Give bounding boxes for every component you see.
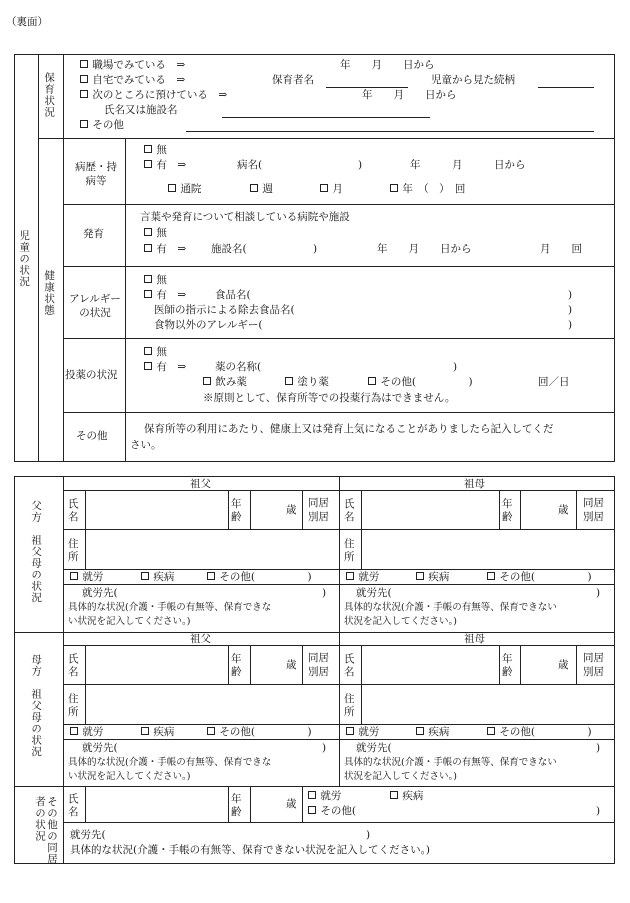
caregiver-label: 保育者名: [272, 74, 314, 86]
hattatsu-label: 発育: [83, 228, 104, 240]
f-gm-cohabit[interactable]: 同居: [583, 497, 604, 509]
m-gm-work-label: 就労: [358, 726, 380, 738]
medicine-label: 投薬の状況: [65, 369, 118, 381]
f-gm-other-label: その他( ): [499, 571, 592, 583]
m-gf-sai: 歳: [286, 659, 297, 671]
f-gm-name-label: 氏名: [344, 498, 355, 524]
relation-field[interactable]: [538, 87, 594, 88]
f-gm-workplace-close: ): [596, 587, 601, 599]
m-gm-sick-label: 疾病: [428, 726, 450, 738]
kenko-other-label: その他: [76, 430, 108, 442]
allergy-food-close: ): [568, 289, 573, 301]
m-gf-sick-checkbox[interactable]: [141, 727, 149, 735]
hattatsu-freq: 月 回: [540, 243, 582, 255]
f-gm-detail2: 状況を記入してください。): [344, 616, 457, 627]
facility-label: 氏名又は施設名: [104, 104, 178, 116]
byoreki-yes-label: 有 ⇒: [156, 159, 187, 171]
hoiku-opt1-date: 年 月 日から: [340, 59, 435, 71]
byoreki-yes-checkbox[interactable]: [144, 160, 152, 168]
tsuin-checkbox[interactable]: [168, 184, 176, 192]
child-status-label: 児童の状況: [18, 230, 31, 288]
allergy-food-label: 食品名(: [215, 289, 251, 301]
month-checkbox[interactable]: [320, 184, 328, 192]
allergy-yes-checkbox[interactable]: [144, 290, 152, 298]
m-gm-work-checkbox[interactable]: [346, 727, 354, 735]
f-gm-detail1: 具体的な状況(介護・手帳の有無等、保育できない: [344, 602, 557, 613]
m-grandmother-header: 祖母: [464, 633, 485, 645]
hoiku-opt4-checkbox[interactable]: [80, 120, 88, 128]
others-age-label: 年齢: [231, 793, 242, 819]
m-gf-cohabit[interactable]: 同居: [308, 652, 329, 664]
father-side-label: 父方 祖父母の状況: [30, 500, 43, 604]
medicine-name-label: 薬の名称(: [215, 361, 262, 373]
m-gf-name-label: 氏名: [68, 653, 79, 679]
f-gf-age-label: 年齢: [231, 498, 242, 524]
hattatsu-facility-close: ): [313, 243, 318, 255]
others-work-checkbox[interactable]: [308, 791, 316, 799]
f-gf-workplace: 就労先(: [82, 587, 118, 599]
year-label: 年 （ ） 回: [402, 183, 466, 195]
m-gf-address-label: 住所: [68, 693, 79, 719]
month-label: 月: [332, 183, 343, 195]
f-gm-address-label: 住所: [344, 538, 355, 564]
f-grandmother-header: 祖母: [464, 478, 485, 490]
facility-field[interactable]: [222, 117, 430, 118]
allergy-other-close: ): [568, 319, 573, 331]
mother-side-label: 母方 祖父母の状況: [30, 654, 43, 758]
others-sai: 歳: [286, 798, 297, 810]
hoiku-opt3-date: 年 月 日から: [362, 89, 457, 101]
m-gf-other-label: その他( ): [219, 726, 312, 738]
allergy-label: アレルギーの状況: [69, 293, 121, 320]
byoreki-name-label: 病名(: [237, 159, 263, 171]
others-other-label: その他(: [320, 805, 356, 817]
m-gm-detail2: 状況を記入してください。): [344, 771, 457, 782]
m-gm-separate[interactable]: 別居: [583, 666, 604, 678]
hoiku-label: 保育状況: [43, 72, 56, 118]
f-gf-workplace-close: ): [322, 587, 327, 599]
m-gf-sick-label: 疾病: [153, 726, 175, 738]
hattatsu-none-label: 無: [156, 227, 167, 239]
hoiku-other-field[interactable]: [186, 131, 594, 132]
page-label: （裏面）: [6, 16, 48, 28]
m-gm-detail1: 具体的な状況(介護・手帳の有無等、保育できない: [344, 757, 557, 768]
topical-label: 塗り薬: [297, 376, 329, 388]
hattatsu-yes-checkbox[interactable]: [144, 244, 152, 252]
allergy-removal-close: ): [568, 304, 573, 316]
m-gf-detail1: 具体的な状況(介護・手帳の有無等、保育できな: [68, 757, 272, 768]
f-gf-cohabit[interactable]: 同居: [308, 497, 329, 509]
byoreki-date: 年 月 日から: [410, 159, 526, 171]
byoreki-none-label: 無: [156, 144, 167, 156]
allergy-none-label: 無: [156, 274, 167, 286]
m-gm-address-label: 住所: [344, 693, 355, 719]
m-gm-workplace: 就労先(: [356, 742, 392, 754]
f-gf-separate[interactable]: 別居: [308, 511, 329, 523]
m-gm-name-label: 氏名: [344, 653, 355, 679]
f-gf-sick-checkbox[interactable]: [141, 572, 149, 580]
medicine-yes-label: 有 ⇒: [156, 361, 187, 373]
medicine-other-label: その他( ): [380, 376, 473, 388]
f-gm-work-checkbox[interactable]: [346, 572, 354, 580]
others-workplace: 就労先(: [70, 829, 106, 841]
m-gm-age-label: 年齢: [502, 653, 513, 679]
hoiku-opt4-label: その他: [92, 119, 124, 131]
f-gm-other-checkbox[interactable]: [487, 572, 495, 580]
hoiku-opt3-label: 次のところに預けている ⇒: [92, 89, 228, 101]
f-gm-sick-label: 疾病: [428, 571, 450, 583]
m-gf-work-label: 就労: [82, 726, 104, 738]
m-gf-work-checkbox[interactable]: [70, 727, 78, 735]
byoreki-label: 病歴・持病等: [75, 161, 117, 188]
m-gf-workplace: 就労先(: [82, 742, 118, 754]
hattatsu-facility-label: 施設名(: [211, 243, 247, 255]
f-gf-work-label: 就労: [82, 571, 104, 583]
year-checkbox[interactable]: [390, 184, 398, 192]
others-other-checkbox[interactable]: [308, 806, 316, 814]
m-gm-sick-checkbox[interactable]: [416, 727, 424, 735]
medicine-yes-checkbox[interactable]: [144, 362, 152, 370]
m-grandfather-header: 祖父: [190, 633, 211, 645]
f-gf-address-label: 住所: [68, 538, 79, 564]
f-gm-work-label: 就労: [358, 571, 380, 583]
kenko-other-text1: 保育所等の利用にあたり、健康上又は発育上気になることがありましたら記入してくだ: [144, 423, 554, 435]
byoreki-name-close: ): [358, 159, 363, 171]
relation-label: 児童から見た続柄: [431, 74, 515, 86]
hoiku-opt1-checkbox[interactable]: [80, 60, 88, 68]
m-gm-other-checkbox[interactable]: [487, 727, 495, 735]
m-gf-workplace-close: ): [322, 742, 327, 754]
f-gf-detail1: 具体的な状況(介護・手帳の有無等、保育できな: [68, 602, 272, 613]
hoiku-opt2-label: 自宅でみている ⇒: [92, 74, 186, 86]
medicine-name-close: ): [453, 361, 458, 373]
m-gm-workplace-close: ): [596, 742, 601, 754]
m-gf-other-checkbox[interactable]: [207, 727, 215, 735]
medicine-note: ※原則として、保育所等での投薬行為はできません。: [203, 392, 456, 404]
others-workplace-close: ): [366, 829, 371, 841]
hattatsu-date: 年 月 日から: [377, 243, 472, 255]
medicine-none-checkbox[interactable]: [144, 347, 152, 355]
kenko-label: 健康状態: [43, 270, 56, 316]
hoiku-opt2-checkbox[interactable]: [80, 75, 88, 83]
oral-checkbox[interactable]: [203, 377, 211, 385]
hattatsu-yes-label: 有 ⇒: [156, 243, 187, 255]
others-work-label: 就労: [320, 790, 342, 802]
byoreki-none-checkbox[interactable]: [144, 145, 152, 153]
f-gf-detail2: い状況を記入してください。): [68, 616, 191, 627]
m-gm-sai: 歳: [558, 659, 569, 671]
f-gf-other-checkbox[interactable]: [207, 572, 215, 580]
f-gm-separate[interactable]: 別居: [583, 511, 604, 523]
m-gf-detail2: い状況を記入してください。): [68, 771, 191, 782]
f-gf-other-label: その他( ): [219, 571, 312, 583]
week-checkbox[interactable]: [250, 184, 258, 192]
per-day-label: 回／日: [538, 376, 570, 388]
hoiku-opt3-checkbox[interactable]: [80, 90, 88, 98]
f-gf-work-checkbox[interactable]: [70, 572, 78, 580]
others-sick-checkbox[interactable]: [390, 791, 398, 799]
oral-label: 飲み薬: [215, 376, 247, 388]
f-gm-sai: 歳: [558, 504, 569, 516]
f-gm-age-label: 年齢: [502, 498, 513, 524]
topical-checkbox[interactable]: [285, 377, 293, 385]
allergy-yes-label: 有 ⇒: [156, 289, 187, 301]
week-label: 週: [262, 183, 273, 195]
others-other-close: ): [596, 805, 601, 817]
f-gf-sick-label: 疾病: [153, 571, 175, 583]
caregiver-field[interactable]: [326, 87, 408, 88]
tsuin-label: 通院: [180, 183, 202, 195]
allergy-removal-label: 医師の指示による除去食品名(: [154, 304, 295, 316]
hattatsu-none-checkbox[interactable]: [144, 228, 152, 236]
allergy-other-label: 食物以外のアレルギー(: [154, 319, 263, 331]
f-gm-workplace: 就労先(: [356, 587, 392, 599]
others-sick-label: 疾病: [402, 790, 424, 802]
m-gf-age-label: 年齢: [231, 653, 242, 679]
m-gm-cohabit[interactable]: 同居: [583, 652, 604, 664]
f-grandfather-header: 祖父: [190, 478, 211, 490]
f-gf-name-label: 氏名: [68, 498, 79, 524]
others-detail: 具体的な状況(介護・手帳の有無等、保育できない状況を記入してください。): [70, 844, 430, 856]
f-gm-sick-checkbox[interactable]: [416, 572, 424, 580]
m-gf-separate[interactable]: 別居: [308, 666, 329, 678]
hoiku-opt1-label: 職場でみている ⇒: [92, 59, 186, 71]
allergy-none-checkbox[interactable]: [144, 275, 152, 283]
others-label: その他の同居者の状況: [33, 796, 58, 865]
others-name-label: 氏名: [68, 793, 79, 819]
hattatsu-desc: 言葉や発育について相談している病院や施設: [140, 211, 350, 223]
m-gm-other-label: その他( ): [499, 726, 592, 738]
f-gf-sai: 歳: [286, 504, 297, 516]
medicine-none-label: 無: [156, 346, 167, 358]
medicine-other-checkbox[interactable]: [368, 377, 376, 385]
kenko-other-text2: さい。: [130, 439, 162, 451]
